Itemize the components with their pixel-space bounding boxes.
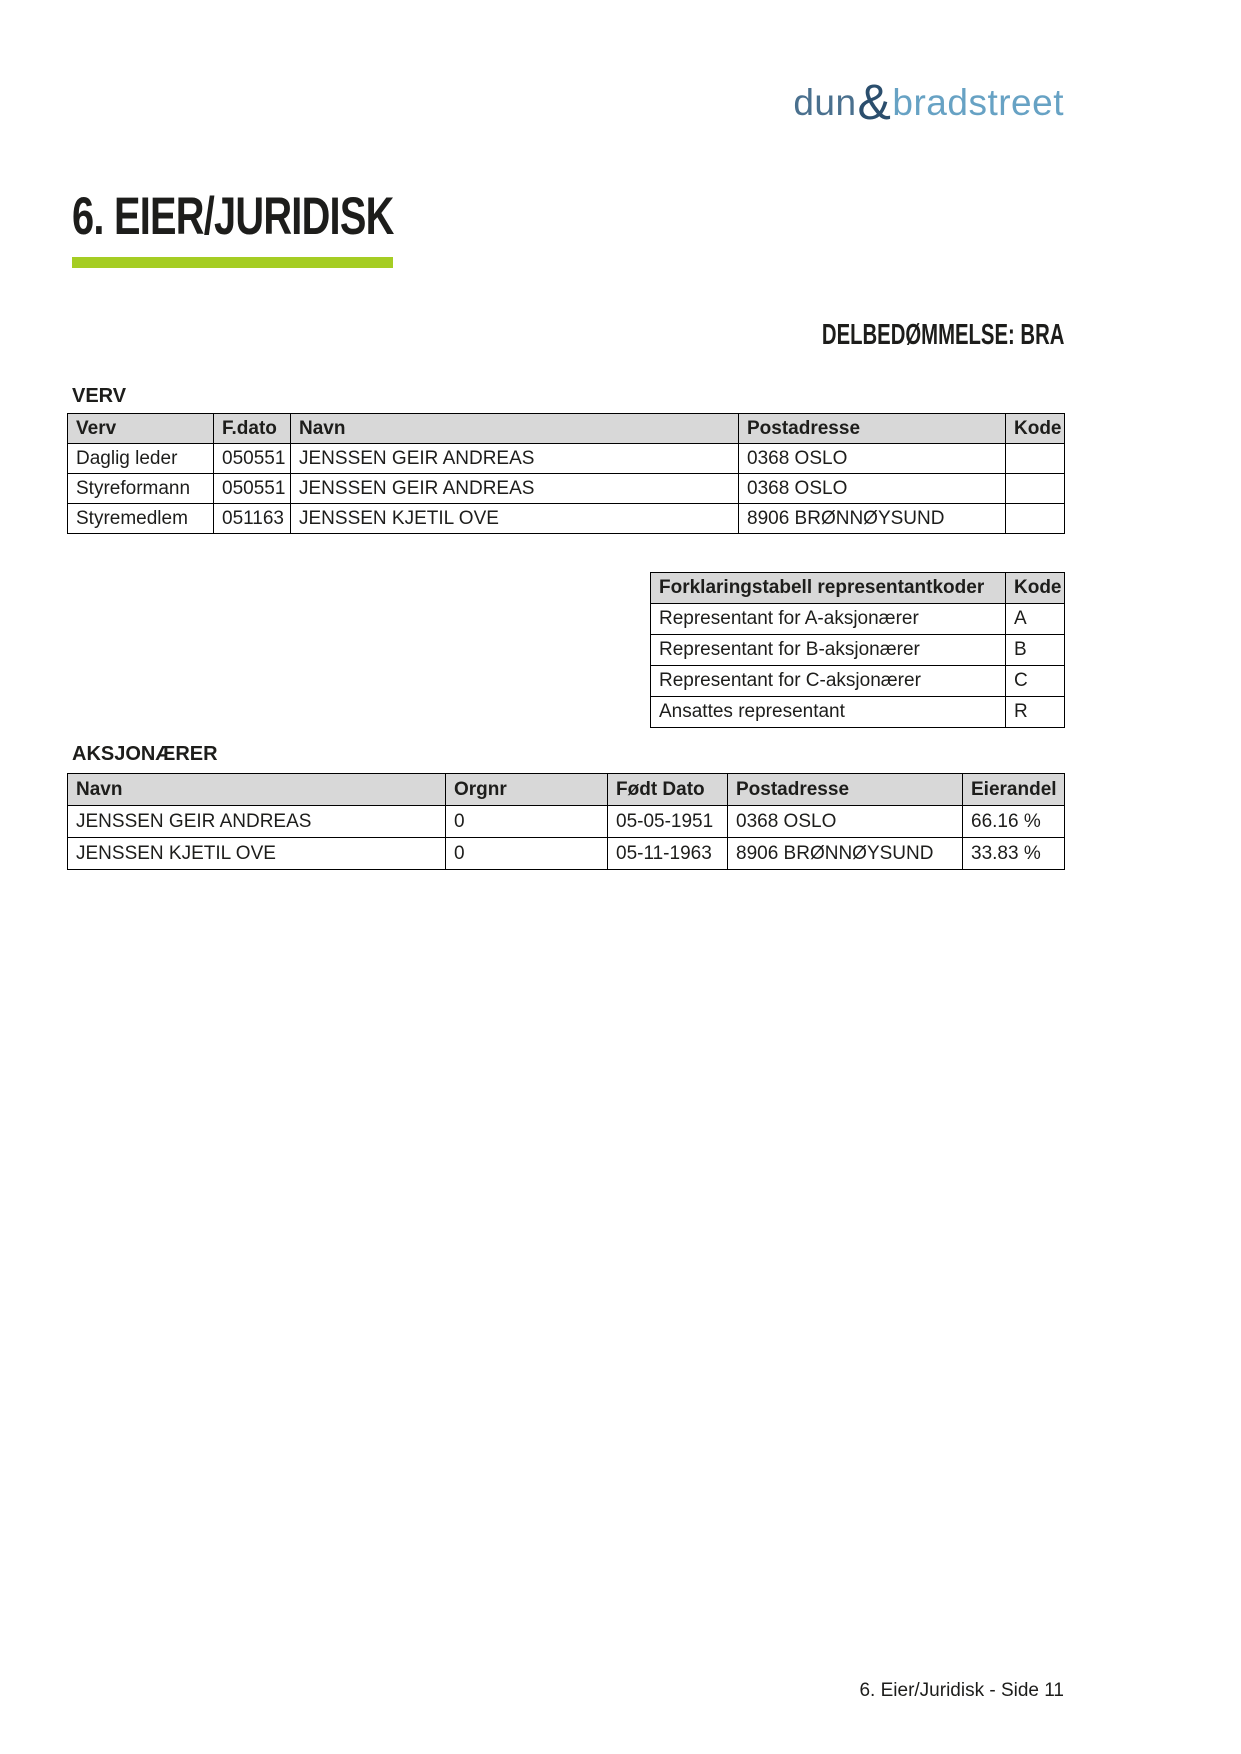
table-cell: R: [1006, 697, 1065, 728]
table-row: [68, 806, 1065, 838]
table-cell: JENSSEN GEIR ANDREAS: [291, 444, 739, 474]
table-cell: 0368 OSLO: [728, 806, 963, 838]
table-cell: Representant for A-aksjonærer: [651, 604, 1006, 635]
table-cell: 05-11-1963: [608, 838, 728, 870]
page-footer: 6. Eier/Juridisk - Side 11: [859, 1680, 1064, 1701]
table-cell: Daglig leder: [68, 444, 214, 474]
table-cell: [1006, 504, 1065, 534]
table-row: [68, 444, 1065, 474]
dun-bradstreet-logo: [793, 74, 1064, 130]
verv-section-label: VERV: [72, 385, 127, 407]
table-cell: [1006, 474, 1065, 504]
table-cell: JENSSEN KJETIL OVE: [291, 504, 739, 534]
column-header: Forklaringstabell representantkoder: [651, 573, 1006, 604]
column-header: Navn: [291, 414, 739, 444]
table-cell: Representant for B-aksjonærer: [651, 635, 1006, 666]
table-cell: 0368 OSLO: [739, 444, 1006, 474]
column-header: Født Dato: [608, 774, 728, 806]
table-cell: Styremedlem: [68, 504, 214, 534]
table-cell: 05-05-1951: [608, 806, 728, 838]
table-cell: 8906 BRØNNØYSUND: [739, 504, 1006, 534]
table-cell: B: [1006, 635, 1065, 666]
column-header: Postadresse: [739, 414, 1006, 444]
table-cell: 66.16 %: [963, 806, 1065, 838]
column-header: Kode: [1006, 414, 1065, 444]
accent-rule: [72, 257, 393, 268]
page-title: 6. EIER/JURIDISK: [72, 187, 394, 246]
table-cell: JENSSEN KJETIL OVE: [68, 838, 446, 870]
table-cell: 0: [446, 806, 608, 838]
table-cell: C: [1006, 666, 1065, 697]
column-header: Verv: [68, 414, 214, 444]
table-cell: 050551: [214, 474, 291, 504]
table-cell: 051163: [214, 504, 291, 534]
column-header: Kode: [1006, 573, 1065, 604]
table-cell: Representant for C-aksjonærer: [651, 666, 1006, 697]
table-cell: 33.83 %: [963, 838, 1065, 870]
ampersand-logo-icon: &: [857, 74, 892, 130]
column-header: Orgnr: [446, 774, 608, 806]
table-cell: A: [1006, 604, 1065, 635]
table-cell: 0: [446, 838, 608, 870]
column-header: Eierandel: [963, 774, 1065, 806]
table-row: [651, 604, 1065, 635]
sub-rating-text: DELBEDØMMELSE: BRA: [821, 319, 1064, 351]
aksjonaerer-table: [67, 773, 1065, 870]
representant-koder-table: [650, 572, 1065, 728]
header-row: [68, 414, 1065, 444]
table-cell: JENSSEN GEIR ANDREAS: [291, 474, 739, 504]
table-cell: [1006, 444, 1065, 474]
table-cell: Ansattes representant: [651, 697, 1006, 728]
column-header: F.dato: [214, 414, 291, 444]
table-row: [68, 474, 1065, 504]
column-header: Navn: [68, 774, 446, 806]
aksjonaerer-section-label: AKSJONÆRER: [72, 743, 218, 765]
table-row: [651, 697, 1065, 728]
header-row: [68, 774, 1065, 806]
table-row: [68, 504, 1065, 534]
header-row: [651, 573, 1065, 604]
verv-table: [67, 413, 1065, 534]
table-cell: 8906 BRØNNØYSUND: [728, 838, 963, 870]
table-row: [68, 838, 1065, 870]
table-cell: 0368 OSLO: [739, 474, 1006, 504]
column-header: Postadresse: [728, 774, 963, 806]
table-cell: Styreformann: [68, 474, 214, 504]
table-row: [651, 635, 1065, 666]
logo-text-dun: dun: [793, 82, 857, 123]
table-cell: JENSSEN GEIR ANDREAS: [68, 806, 446, 838]
table-row: [651, 666, 1065, 697]
logo-text-bradstreet: bradstreet: [892, 82, 1064, 123]
table-cell: 050551: [214, 444, 291, 474]
